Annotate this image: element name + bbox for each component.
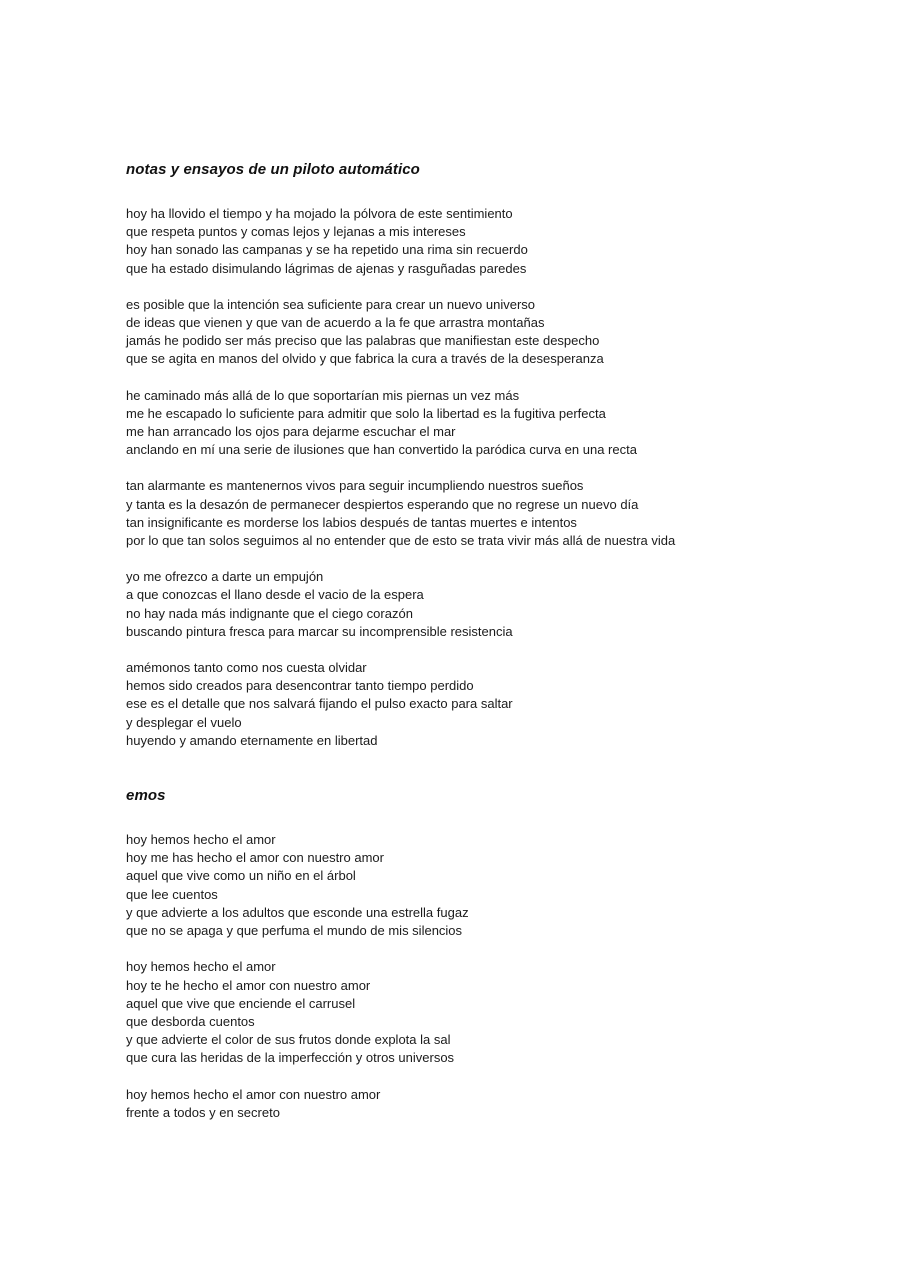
poem-line: huyendo y amando eternamente en libertad (126, 732, 378, 748)
poem-line: por lo que tan solos seguimos al no entender que de esto se trata vivir más allá de nuestra vida (126, 533, 676, 549)
poem-line: que desborda cuentos (126, 1013, 255, 1029)
poem-line: tan insignificante es morderse los labios después de tantas muertes e intentos (126, 514, 577, 530)
poem-line: que se agita en manos del olvido y que fabrica la cura a través de la desesperanza (126, 351, 604, 367)
poem-line: me he escapado lo suficiente para admitir que solo la libertad es la fugitiva perfecta (126, 405, 606, 421)
poem-line: hoy te he hecho el amor con nuestro amor (126, 977, 371, 993)
poem-line: tan alarmante es mantenernos vivos para seguir incumpliendo nuestros sueños (126, 478, 584, 494)
poem-line: hoy me has hecho el amor con nuestro amor (126, 850, 384, 866)
poem-line: que respeta puntos y comas lejos y lejanas a mis intereses (126, 224, 466, 240)
poem (126, 160, 825, 750)
stanza (126, 958, 825, 1067)
poem-line: que no se apaga y que perfuma el mundo de mis silencios (126, 923, 463, 939)
poem-line: y que advierte a los adultos que esconde una estrella fugaz (126, 904, 469, 920)
poem-line: amémonos tanto como nos cuesta olvidar (126, 660, 367, 676)
poems-container (126, 160, 825, 1122)
stanza (126, 387, 825, 460)
poem-line: y que advierte el color de sus frutos donde explota la sal (126, 1032, 451, 1048)
poem-line: que ha estado disimulando lágrimas de ajenas y rasguñadas paredes (126, 260, 527, 276)
poem-line: y desplegar el vuelo (126, 714, 242, 730)
poem-line: hoy hemos hecho el amor (126, 832, 276, 848)
poem-line: ese es el detalle que nos salvará fijando el pulso exacto para saltar (126, 696, 513, 712)
poem-line: no hay nada más indignante que el ciego corazón (126, 605, 413, 621)
poem-line: y tanta es la desazón de permanecer despiertos esperando que no regrese un nuevo día (126, 496, 639, 512)
poem-line: hoy ha llovido el tiempo y ha mojado la pólvora de este sentimiento (126, 206, 513, 221)
stanza (126, 477, 825, 550)
poem-line: he caminado más allá de lo que soportarían mis piernas un vez más (126, 387, 520, 403)
poem-line: hoy han sonado las campanas y se ha repetido una rima sin recuerdo (126, 242, 528, 258)
stanza (126, 831, 825, 940)
poem-line: es posible que la intención sea suficiente para crear un nuevo universo (126, 296, 536, 312)
stanza (126, 205, 825, 278)
poem-line: que lee cuentos (126, 886, 218, 902)
poem-title: emos (126, 787, 166, 805)
poem-line: a que conozcas el llano desde el vacio de la espera (126, 587, 424, 603)
poem-line: hoy hemos hecho el amor con nuestro amor (126, 1086, 381, 1102)
poem (126, 786, 825, 1122)
poem-title: notas y ensayos de un piloto automático (126, 161, 420, 178)
poem-line: de ideas que vienen y que van de acuerdo a la fe que arrastra montañas (126, 315, 545, 331)
poem-line: frente a todos y en secreto (126, 1104, 280, 1120)
poem-line: anclando en mí una serie de ilusiones que han convertido la paródica curva en una recta (126, 442, 637, 458)
poem-line: jamás he podido ser más preciso que las palabras que manifiestan este despecho (126, 333, 600, 349)
poem-line: me han arrancado los ojos para dejarme escuchar el mar (126, 424, 456, 440)
poem-line: hemos sido creados para desencontrar tanto tiempo perdido (126, 678, 474, 694)
stanza (126, 296, 825, 369)
stanza (126, 659, 825, 750)
poem-line: aquel que vive como un niño en el árbol (126, 868, 356, 884)
poem-line: aquel que vive que enciende el carrusel (126, 995, 356, 1011)
stanza (126, 568, 825, 641)
poem-line: yo me ofrezco a darte un empujón (126, 569, 324, 585)
stanza (126, 1086, 825, 1122)
poem-line: hoy hemos hecho el amor (126, 959, 276, 975)
poem-line: que cura las heridas de la imperfección y otros universos (126, 1050, 455, 1066)
poem-line: buscando pintura fresca para marcar su incomprensible resistencia (126, 623, 513, 639)
